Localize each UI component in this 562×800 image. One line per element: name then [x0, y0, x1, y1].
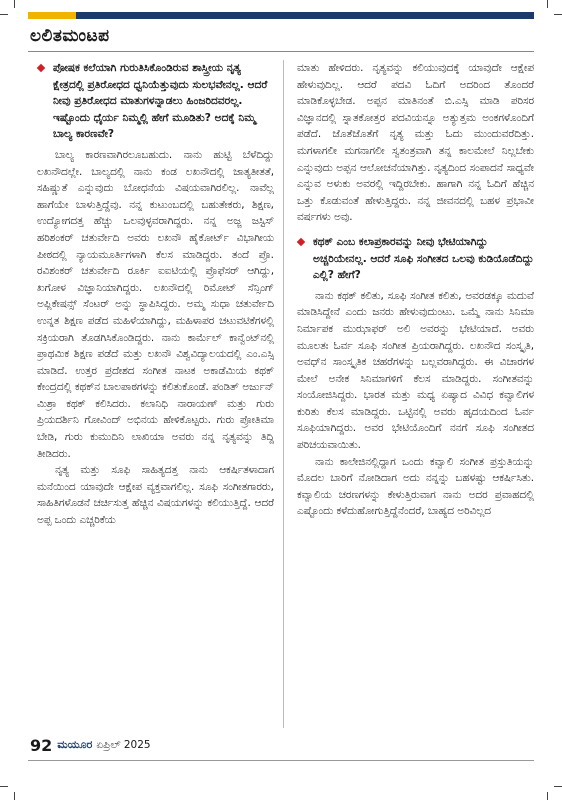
page-number: 92	[30, 735, 53, 755]
crop-mark	[14, 0, 15, 8]
question-1	[37, 60, 274, 143]
page-footer	[30, 732, 151, 758]
title-divider	[28, 51, 534, 52]
issue-date: ಏಪ್ರಿಲ್ 2025	[96, 738, 151, 751]
article-column-left	[37, 60, 274, 728]
question-2	[297, 234, 534, 284]
answer-paragraph: ಬಾಲ್ಯ ಕಾರಣವಾಗಿರಲೂಬಹುದು. ನಾನು ಹುಟ್ಟಿ ಬೆಳೆದಿದ್ದು ಲಖನೌದಲ್ಲೇ. ಬಾಲ್ಯದಲ್ಲಿ ನಾನು ಕಂಡ ಲಖನೌದಲ್ಲಿ ಜಾತ್ಯತೀತತೆ, ಸಹಿಷ್ಣುತೆ ಎನ್ನುವುದು ಬೋಧನೆಯ ವಿಷಯವಾಗಿರಲಿಲ್ಲ. ನಾವೆಲ್ಲ ಹಾಗೆಯೇ ಬಾಳುತ್ತಿದ್ದೆವು. ನನ್ನ ಕುಟುಂಬದಲ್ಲಿ ಬಹುತೇಕರು, ಶಿಕ್ಷಣ, ಉದ್ಯೋಗದತ್ತ ಹೆಚ್ಚು ಒಲವುಳ್ಳವರಾಗಿದ್ದರು. ನನ್ನ ಅಜ್ಜ ಜಸ್ಟಿಸ್ ಹರಿಶಂಕರ್ ಚತುರ್ವೇದಿ ಅವರು ಲಖನೌ ಹೈಕೋರ್ಟ್ ವಿಭಾಗೀಯ ಪೀಠದಲ್ಲಿ ನ್ಯಾಯಮೂರ್ತಿಗಳಾಗಿ ಕೆಲಸ ಮಾಡಿದ್ದರು. ತಂದೆ ಪ್ರೊ. ರವಿಶಂಕರ್ ಚತುರ್ವೇದಿ ರೂರ್ಕಿ ಐಐಟಿಯಲ್ಲಿ ಪ್ರೊಫೆಸರ್ ಆಗಿದ್ದು, ಖಗೋಳ ವಿಜ್ಞಾನಿಯಾಗಿದ್ದರು. ಲಖನೌದಲ್ಲಿ ರಿಮೋಟ್ ಸೆನ್ಸಿಂಗ್ ಅಪ್ಲಿಕೇಷನ್ಸ್ ಸೆಂಟರ್ ಅನ್ನು ಸ್ಥಾಪಿಸಿದ್ದರು. ಅಮ್ಮ ಸುಧಾ ಚತುರ್ವೇದಿ ಉನ್ನತ ಶಿಕ್ಷಣ ಪಡೆದ ಮಹಿಳೆಯಾಗಿದ್ದು, ಮಹಿಳಾಪರ ಚಟುವಟಿಕೆಗಳಲ್ಲಿ ಸಕ್ರಿಯರಾಗಿ ತೊಡಗಿಸಿಕೊಂಡಿದ್ದರು. ನಾನು ಕಾರ್ಮೆಲ್ ಕಾನ್ವೆಂಟ್‌ನಲ್ಲಿ ಪ್ರಾಥಮಿಕ ಶಿಕ್ಷಣ ಪಡೆದೆ ಮತ್ತು ಲಖನೌ ವಿಶ್ವವಿದ್ಯಾಲಯದಲ್ಲಿ ಎಂ.ಎಸ್ಸಿ ಮಾಡಿದೆ. ಉತ್ತರ ಪ್ರದೇಶದ ಸಂಗೀತ ನಾಟಕ ಅಕಾಡೆಮಿಯ ಕಥಕ್ ಕೇಂದ್ರದಲ್ಲಿ ಕಥಕ್‌ನ ಬಾಲಪಾಠಗಳನ್ನು ಕಲಿತುಕೊಂಡೆ. ಪಂಡಿತ್ ಅರ್ಜುನ್ ಮಿಶ್ರಾ ಕಥಕ್ ಕಲಿಸಿದರು. ಕಲಾನಿಧಿ ನಾರಾಯಣ್ ಮತ್ತು ಗುರು ಪ್ರಿಯದರ್ಶಿನಿ ಗೋವಿಂದ್ ಅಭಿನಯ ಹೇಳಿಕೊಟ್ಟರು. ಗುರು ಪ್ರೋತಿಮಾ ಬೇಡಿ, ಗುರು ಕುಮುದಿನಿ ಲಾಖಿಯಾ ಅವರು ನನ್ನ ನೃತ್ಯವನ್ನು ತಿದ್ದಿ ತೀಡಿದರು.	[37, 148, 274, 460]
diamond-bullet-icon	[37, 64, 45, 72]
crop-mark	[14, 792, 15, 800]
question-1-text: ಪೋಷಕ ಕಲೆಯಾಗಿ ಗುರುತಿಸಿಕೊಂಡಿರುವ ಶಾಸ್ತ್ರೀಯ ನೃತ್ಯ ಕ್ಷೇತ್ರದಲ್ಲಿ ಪ್ರತಿರೋಧದ ಧ್ವನಿಯೆತ್ತುವುದು ಸುಲಭವೇನಲ್ಲ. ಆದರೆ ನೀವು ಪ್ರತಿರೋಧದ ಮಾತುಗಳನ್ನಾಡಲು ಹಿಂಜರಿದವರಲ್ಲ. ಇಷ್ಟೊಂದು ಧೈರ್ಯ ನಿಮ್ಮಲ್ಲಿ ಹೇಗೆ ಮೂಡಿತು? ಅದಕ್ಕೆ ನಿಮ್ಮ ಬಾಲ್ಯ ಕಾರಣವೇ?	[53, 62, 268, 141]
article-column-right	[297, 60, 534, 728]
header-bar	[28, 12, 534, 19]
magazine-logo: ಮಯೂರ	[57, 738, 93, 751]
question-2-text: ಕಥಕ್ ಎಂಬ ಕಲಾಪ್ರಕಾರವನ್ನು ನೀವು ಭೇಟಿಯಾಗಿದ್ದು ಅಚ್ಚರಿಯೇನಲ್ಲ. ಆದರೆ ಸೂಫಿ ಸಂಗೀತದ ಒಲವು ಕುಡಿಯೊಡೆದಿದ್ದು ಎಲ್ಲಿ? ಹೇಗೆ?	[313, 235, 534, 282]
answer-paragraph: ನಾನು ಕಾಲೇಜಿನಲ್ಲಿದ್ದಾಗ ಒಂದು ಕವ್ವಾಲಿ ಸಂಗೀತ ಪ್ರಸ್ತುತಿಯನ್ನು ಮೊದಲ ಬಾರಿಗೆ ನೋಡಿದಾಗ ಅದು ನನ್ನನ್ನು ಬಹಳಷ್ಟು ಆಕರ್ಷಿಸಿತು. ಕವ್ವಾಲಿಯ ಚರಣಗಳನ್ನು ಕೇಳುತ್ತಿರುವಾಗ ನಾನು ಅದರ ಪ್ರವಾಹದಲ್ಲಿ ಎಷ್ಟೊಂದು ಕಳೆದುಹೋಗುತ್ತಿದ್ದೆನೆಂದರೆ, ಬಾಹ್ಯದ ಅರಿವಿಲ್ಲದ	[297, 455, 534, 518]
crop-mark	[0, 14, 8, 15]
crop-mark	[547, 0, 548, 8]
answer-paragraph: ಮಾತು ಹೇಳಿದರು. ನೃತ್ಯವನ್ನು ಕಲಿಯುವುದಕ್ಕೆ ಯಾವುದೇ ಆಕ್ಷೇಪ ಹೇಳುವುದಿಲ್ಲ. ಆದರೆ ಪದವಿ ಓದಿಗೆ ಅದರಿಂದ ತೊಂದರೆ ಮಾಡಿಕೊಳ್ಳಬೇಡ. ಅಪ್ಪನ ಮಾತಿನಂತೆ ಬಿ.ಎಸ್ಸಿ ಮಾಡಿ ಪರಿಸರ ವಿಜ್ಞಾನದಲ್ಲಿ ಸ್ನಾತಕೋತ್ತರ ಪದವಿಯನ್ನೂ ಅತ್ಯುತ್ತಮ ಅಂಕಗಳೊಂದಿಗೆ ಪಡೆದೆ. ಜೊತೆಜೊತೆಗೆ ನೃತ್ಯ ಮತ್ತು ಓದು ಮುಂದುವರೆದಿತ್ತು. ಮಗಳಾಗಲೀ ಮಗನಾಗಲೀ ಸ್ವತಂತ್ರವಾಗಿ ತನ್ನ ಕಾಲಮೇಲೆ ನಿಲ್ಲಬೇಕು ಎನ್ನುವುದು ಅಪ್ಪನ ಆಲೋಚನೆಯಾಗಿತ್ತು. ನೃತ್ಯದಿಂದ ಸಂಪಾದನೆ ಸಾಧ್ಯವೇ ಎನ್ನುವ ಅಳುಕು ಅವರಲ್ಲಿ ಇದ್ದಿರಬೇಕು. ಹಾಗಾಗಿ ನನ್ನ ಓದಿಗೆ ಹೆಚ್ಚಿನ ಒತ್ತು ಕೊಡುವಂತೆ ಹೇಳುತ್ತಿದ್ದರು. ನನ್ನ ಜೀವನದಲ್ಲಿ ಬಹಳ ಪ್ರಭಾವೀ ವರ್ಷಗಳು ಅವು.	[297, 62, 534, 224]
crop-mark	[554, 786, 562, 787]
answer-paragraph: ನಾನು ಕಥಕ್ ಕಲಿತು, ಸೂಫಿ ಸಂಗೀತ ಕಲಿತು, ಅವರಡಕ್ಕೂ ಮದುವೆ ಮಾಡಿಸಿದ್ದೇನೆ ಎಂದು ಜನರು ಹೇಳುವುದುಂಟು. ಒಮ್ಮೆ ನಾನು ಸಿನಿಮಾ ನಿರ್ಮಾಪಕ ಮುಝಾಫರ್ ಅಲಿ ಅವರನ್ನು ಭೇಟಿಯಾದೆ. ಅವರು ಮೂಲತಃ ಓರ್ವ ಸೂಫಿ ಸಂಗೀತ ಪ್ರಿಯರಾಗಿದ್ದರು. ಲಖನೌದ ಸಂಸ್ಕೃತಿ, ಅವಧ್‌ನ ಸಾಂಸ್ಕೃತಿಕ ಚಹರೆಗಳನ್ನು ಬಲ್ಲವರಾಗಿದ್ದರು. ಈ ವಿಚಾರಗಳ ಮೇಲೆ ಅನೇಕ ಸಿನಿಮಾಗಳಿಗೆ ಕೆಲಸ ಮಾಡಿದ್ದರು. ಸಂಗೀತವನ್ನು ಸಂಯೋಜಿಸಿದ್ದರು. ಭಾರತ ಮತ್ತು ಮಧ್ಯ ಏಷ್ಯಾದ ವಿವಿಧ ಕವ್ವಾಲಿಗಳ ಕುರಿತು ಕೆಲಸ ಮಾಡಿದ್ದರು. ಒಟ್ಟಿನಲ್ಲಿ ಅವರು ಹೃದಯದಿಂದ ಓರ್ವ ಸೂಫಿಯಾಗಿದ್ದರು. ಅವರ ಭೇಟಿಯೊಂದಿಗೆ ನನಗೆ ಸೂಫಿ ಸಂಗೀತದ ಪರಿಚಯವಾಯಿತು.	[297, 289, 534, 452]
crop-mark	[554, 14, 562, 15]
footer-divider	[28, 760, 534, 761]
header-bar-accent	[28, 12, 76, 19]
column-divider	[283, 60, 284, 728]
crop-mark	[547, 792, 548, 800]
diamond-bullet-icon	[297, 238, 305, 246]
crop-mark	[0, 786, 8, 787]
header-bar-main	[76, 12, 534, 19]
section-title: ಲಲಿತಮಂಟಪ	[30, 26, 110, 46]
answer-paragraph: ನೃತ್ಯ ಮತ್ತು ಸೂಫಿ ಸಾಹಿತ್ಯದತ್ತ ನಾನು ಆಕರ್ಷಿತಳಾದಾಗ ಮನೆಯಿಂದ ಯಾವುದೇ ಆಕ್ಷೇಪ ವ್ಯಕ್ತವಾಗಲಿಲ್ಲ. ಸೂಫಿ ಸಂಗೀತಗಾರರು, ಸಾಹಿತಿಗಳೊಡನೆ ಚರ್ಚಿಸುತ್ತ ಹೆಚ್ಚಿನ ವಿಷಯಗಳನ್ನು ಕಲಿಯುತ್ತಿದ್ದೆ. ಆದರೆ ಅಪ್ಪ ಒಂದು ಎಚ್ಚರಿಕೆಯ	[37, 464, 274, 527]
